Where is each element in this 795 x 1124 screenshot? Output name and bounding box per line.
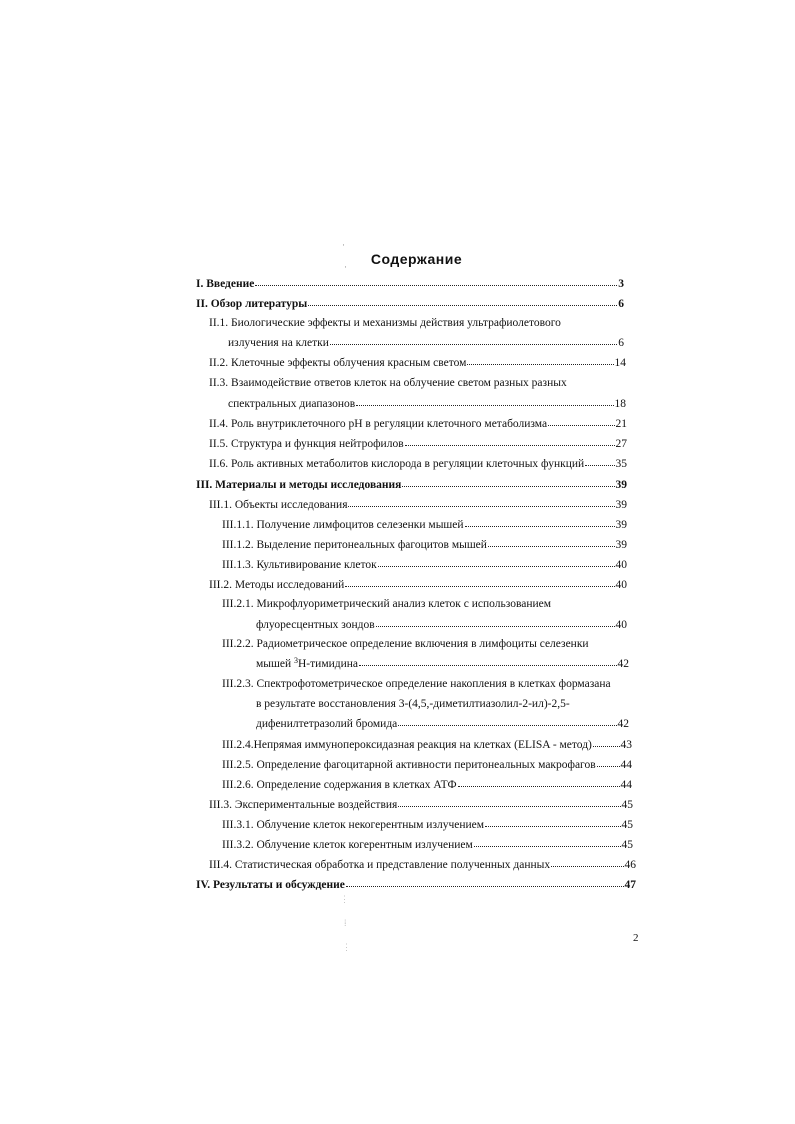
toc-entry-elisa	[222, 737, 632, 752]
toc-entry-text-main: H-тимидина	[298, 658, 359, 670]
toc-entry-line: в результате восстановления 3-(4,5,-диметилтиазолил-2-ил)-2,5-	[256, 698, 570, 710]
toc-entry-text: III.3.1. Облучение клеток некогерентным излучением	[222, 819, 485, 831]
toc-entry-page: 44	[620, 779, 632, 791]
toc-entry-text: II.4. Роль внутриклеточного pH в регуляции клеточного метаболизма	[209, 418, 548, 430]
toc-entry-text: III.1.1. Получение лимфоцитов селезенки мышей	[222, 519, 464, 531]
leader-dots	[356, 395, 613, 406]
toc-entry-atp	[222, 777, 632, 792]
toc-entry-page: 40	[615, 559, 627, 571]
leader-dots	[593, 736, 620, 747]
toc-entry-page: 45	[621, 819, 633, 831]
toc-entry-text: III.2.5. Определение фагоцитарной активности перитонеальных макрофагов	[222, 759, 596, 771]
toc-entry-text: III.2.6. Определение содержания в клетках АТФ	[222, 779, 457, 791]
leader-dots	[376, 616, 615, 627]
toc-entry-text: I. Введение	[196, 278, 255, 290]
toc-entry-uv	[228, 335, 624, 350]
toc-entry-page: 45	[621, 799, 633, 811]
superscript: 3	[294, 656, 298, 665]
toc-entry-text: III.1.2. Выделение перитонеальных фагоцитов мышей	[222, 539, 487, 551]
toc-entry-text: III.1.3. Культивирование клеток	[222, 559, 377, 571]
toc-entry-page: 45	[621, 839, 633, 851]
toc-entry-experimental	[209, 797, 633, 812]
toc-entry-results	[196, 877, 636, 892]
toc-entry-text	[256, 657, 358, 671]
toc-entry-page: 27	[615, 438, 627, 450]
toc-entry-line: III.2.3. Спектрофотометрическое определение накопления в клетках формазана	[222, 678, 611, 690]
toc-entry-page: 42	[617, 658, 629, 670]
toc-entry-text: III. Материалы и методы исследования	[196, 479, 402, 491]
toc-entry-research-methods	[209, 577, 627, 592]
toc-entry-objects	[209, 497, 627, 512]
toc-entry-review	[196, 296, 624, 311]
leader-dots	[474, 836, 621, 847]
leader-dots	[308, 295, 617, 306]
toc-entry-fluorescent	[256, 617, 627, 632]
toc-entry-page: 6	[618, 298, 624, 310]
toc-entry-phagocytic	[222, 757, 632, 772]
leader-dots	[485, 816, 620, 827]
leader-dots	[398, 715, 616, 726]
toc-entry-text: III.2.4.Непрямая иммунопероксидазная реакция на клетках (ELISA - метод)	[222, 739, 592, 751]
leader-dots	[359, 655, 616, 666]
toc-entry-oxygen	[209, 456, 627, 471]
toc-entry-page: 44	[620, 759, 632, 771]
toc-entry-page: 42	[617, 718, 629, 730]
toc-title: Содержание	[370, 251, 463, 267]
toc-entry-line: II.1. Биологические эффекты и механизмы действия ультрафиолетового	[209, 317, 561, 329]
toc-entry-incoherent	[222, 817, 633, 832]
toc-entry-line: III.2.1. Микрофлуориметрический анализ клеток с использованием	[222, 598, 552, 610]
leader-dots	[330, 334, 617, 345]
toc-entry-ph	[209, 416, 627, 431]
toc-entry-formazan	[256, 716, 629, 731]
toc-entry-page: 39	[615, 539, 627, 551]
toc-entry-phagocytes	[222, 537, 627, 552]
leader-dots	[585, 455, 614, 466]
toc-entry-lymphocytes	[222, 517, 627, 532]
leader-dots	[348, 496, 614, 507]
scan-noise: · ·	[342, 240, 347, 272]
toc-entry-coherent	[222, 837, 633, 852]
toc-entry-line: III.2.2. Радиометрическое определение включения в лимфоциты селезенки	[222, 638, 589, 650]
toc-entry-text: II. Обзор литературы	[196, 298, 308, 310]
toc-entry-text-pre: мышей	[256, 658, 294, 670]
toc-entry-page: 35	[615, 458, 627, 470]
leader-dots	[488, 536, 615, 547]
toc-entry-page: 43	[620, 739, 632, 751]
toc-entry-spectral	[228, 396, 626, 411]
leader-dots	[551, 856, 623, 867]
toc-entry-page: 3	[618, 278, 624, 290]
toc-entry-page: 18	[614, 398, 626, 410]
leader-dots	[405, 435, 615, 446]
toc-entry-text: III.4. Статистическая обработка и представление полученных данных	[209, 859, 551, 871]
scan-noise: ⋮ ⁞ ⋮	[340, 894, 351, 952]
toc-entry-page: 47	[624, 879, 636, 891]
toc-entry-text: II.6. Роль активных метаболитов кислорода в регуляции клеточных функций	[209, 458, 585, 470]
toc-entry-intro	[196, 276, 624, 291]
toc-entry-neutrophils	[209, 436, 627, 451]
leader-dots	[458, 776, 620, 787]
leader-dots	[255, 275, 617, 286]
toc-entry-text: III.3.2. Облучение клеток когерентным излучением	[222, 839, 473, 851]
toc-entry-line: II.3. Взаимодействие ответов клеток на облучение светом разных разных	[209, 377, 567, 389]
toc-entry-text: III.3. Экспериментальные воздействия	[209, 799, 398, 811]
toc-entry-text: III.2. Методы исследований	[209, 579, 345, 591]
toc-entry-page: 40	[615, 619, 627, 631]
leader-dots	[465, 516, 615, 527]
toc-entry-text: дифенилтетразолий бромида	[256, 718, 398, 730]
toc-entry-page: 39	[615, 519, 627, 531]
toc-entry-text: флуоресцентных зондов	[256, 619, 375, 631]
toc-entry-page: 46	[624, 859, 636, 871]
leader-dots	[467, 354, 613, 365]
toc-entry-text: спектральных диапазонов	[228, 398, 356, 410]
leader-dots	[378, 556, 615, 567]
toc-entry-page: 39	[615, 479, 627, 491]
toc-entry-thymidine	[256, 656, 629, 671]
toc-entry-page: 14	[614, 357, 626, 369]
toc-entry-page: 39	[615, 499, 627, 511]
toc-entry-page: 40	[615, 579, 627, 591]
toc-entry-statistics	[209, 857, 636, 872]
toc-entry-page: 21	[615, 418, 627, 430]
leader-dots	[597, 756, 620, 767]
toc-entry-text: III.1. Объекты исследования	[209, 499, 348, 511]
leader-dots	[402, 476, 614, 487]
toc-entry-methods	[196, 477, 627, 492]
toc-entry-page: 6	[618, 337, 624, 349]
page-number: 2	[633, 932, 639, 944]
toc-entry-text: излучения на клетки	[228, 337, 329, 349]
leader-dots	[346, 876, 624, 887]
toc-entry-cultivation	[222, 557, 627, 572]
leader-dots	[345, 576, 614, 587]
toc-entry-red-light	[209, 355, 626, 370]
toc-entry-text: IV. Результаты и обсуждение	[196, 879, 345, 891]
leader-dots	[398, 796, 620, 807]
toc-entry-text: II.5. Структура и функция нейтрофилов	[209, 438, 404, 450]
leader-dots	[548, 415, 614, 426]
toc-entry-text: II.2. Клеточные эффекты облучения красным светом	[209, 357, 467, 369]
